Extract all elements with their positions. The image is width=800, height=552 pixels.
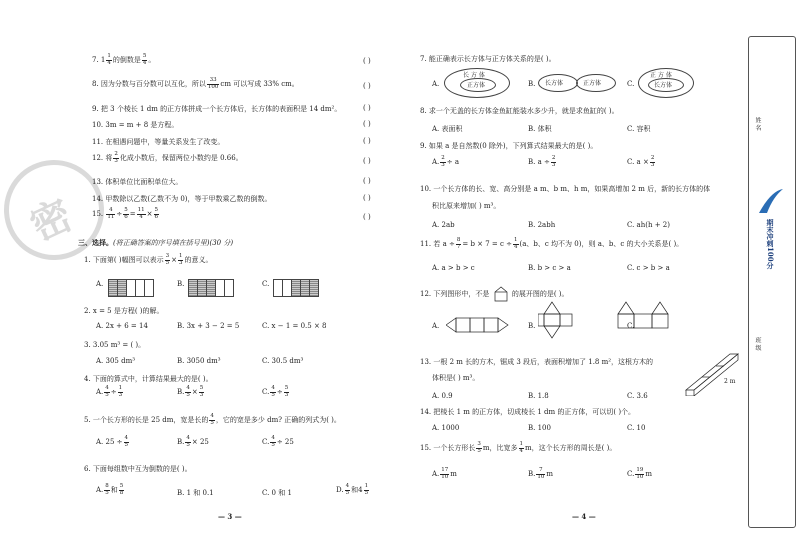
- q10-option-c[interactable]: C. ah(h + 2): [627, 221, 670, 229]
- page-number: — 4 —: [572, 512, 596, 521]
- judge-item-10: 10. 3m = m + 8 是方程。: [92, 121, 179, 129]
- q3-option-c[interactable]: C. 30.5 dm³: [262, 357, 304, 365]
- question-2: 2. x = 5 是方程( )的解。: [84, 307, 164, 315]
- q9-option-a[interactable]: A. $\frac{2}{3}$ ÷ a: [432, 155, 460, 168]
- q1-figure-a[interactable]: [108, 279, 154, 297]
- q15-option-a[interactable]: A. $\frac{17}{10}$ m: [432, 467, 457, 480]
- answer-paren[interactable]: ( ): [363, 137, 371, 145]
- question-14: 14. 把棱长 1 m 的正方体，切成棱长 1 dm 的正方体，可以切( )个。: [420, 408, 636, 416]
- q14-option-c[interactable]: C. 10: [627, 424, 646, 432]
- q2-option-a[interactable]: A. 2x + 6 = 14: [96, 322, 148, 330]
- q12-option-b-label[interactable]: B.: [528, 322, 536, 330]
- q8-option-b[interactable]: B. 体积: [528, 125, 552, 133]
- answer-paren[interactable]: ( ): [363, 177, 371, 185]
- q7-diagram-a-outer-label: 长 方 体: [463, 72, 485, 79]
- q8-option-a[interactable]: A. 表面积: [432, 125, 463, 133]
- q1-option-b-label[interactable]: B.: [177, 280, 185, 288]
- q1-option-a-label[interactable]: A.: [96, 280, 104, 288]
- question-5: 5. 一个长方形的长是 25 dm，宽是长的 $\frac{4}{5}$ ，它的宽是多少 dm? 正确的列式为( )。: [84, 413, 341, 426]
- q12-option-a-label[interactable]: A.: [432, 322, 440, 330]
- q3-option-b[interactable]: B. 3050 dm³: [177, 357, 221, 365]
- name-field-label: 姓 名: [754, 117, 761, 131]
- answer-paren[interactable]: ( ): [363, 213, 371, 221]
- q12-option-c-label[interactable]: C.: [627, 322, 635, 330]
- q9-option-c[interactable]: C. a × $\frac{2}{3}$: [627, 155, 655, 168]
- q13-beam-length-label: 2 m: [724, 378, 736, 385]
- q7-diagram-c-inner-label: 长方体: [654, 82, 673, 89]
- question-9: 9. 如果 a 是自然数(0 除外)，下列算式结果最大的是( )。: [420, 142, 598, 150]
- q4-option-c[interactable]: C. $\frac{4}{5}$ ÷ $\frac{5}{3}$: [262, 385, 289, 398]
- q13-beam-figure: [684, 350, 746, 396]
- q15-option-b[interactable]: B. $\frac{7}{10}$ m: [528, 467, 554, 480]
- question-13-line2: 体积是( ) m³。: [432, 374, 480, 382]
- brand-swoosh-icon: [757, 187, 785, 217]
- question-3: 3. 3.05 m³ = ( )。: [84, 341, 146, 349]
- q13-option-b[interactable]: B. 1.8: [528, 392, 549, 400]
- class-field-label: 班 级: [754, 337, 761, 351]
- binding-sidebar: [748, 36, 796, 528]
- answer-paren[interactable]: ( ): [363, 82, 371, 90]
- q11-option-c[interactable]: C. c > b > a: [627, 264, 670, 272]
- q5-option-b[interactable]: B. $\frac{4}{5}$ × 25: [177, 435, 209, 448]
- seal-stamp: 密: [0, 144, 120, 277]
- question-10: 10. 一个长方体的长、宽、高分别是 a m、b m、h m，如果高增加 2 m 后，新的长方体的体: [420, 185, 711, 193]
- question-11: 11. 若 a ÷ $\frac{8}{7}$ = b × 7 = c ÷ $\frac{1}{4}$ (a、b、c 均不为 0)，则 a、b、c 的大小关系是( )。: [420, 237, 684, 250]
- answer-paren[interactable]: ( ): [363, 194, 371, 202]
- q4-option-b[interactable]: B. $\frac{4}{5}$ × $\frac{5}{3}$: [177, 385, 204, 398]
- brand-logo: 期末冲刺100分: [757, 187, 785, 267]
- q8-option-c[interactable]: C. 容积: [627, 125, 651, 133]
- q6-option-a[interactable]: A. $\frac{8}{5}$ 和 $\frac{5}{8}$: [96, 483, 124, 496]
- q7-diagram-c-outer-label: 正 方 体: [650, 72, 672, 79]
- q5-option-c[interactable]: C. $\frac{4}{5}$ ÷ 25: [262, 435, 294, 448]
- q12-net-c[interactable]: [616, 300, 678, 346]
- question-15: 15. 一个长方形长 $\frac{3}{5}$ m，比宽多 $\frac{1}{4}$ m，这个长方形的周长是( )。: [420, 441, 617, 454]
- q5-option-a[interactable]: A. 25 ÷ $\frac{4}{5}$: [96, 435, 129, 448]
- q3-option-a[interactable]: A. 305 dm³: [96, 357, 136, 365]
- judge-item-14: 14. 甲数除以乙数(乙数不为 0)，等于甲数乘乙数的倒数。: [92, 195, 272, 203]
- q7-option-b-label[interactable]: B.: [528, 80, 536, 88]
- q15-option-c[interactable]: C. $\frac{19}{10}$ m: [627, 467, 652, 480]
- prism-icon: [492, 286, 510, 302]
- q11-option-b[interactable]: B. b > c > a: [528, 264, 571, 272]
- q12-net-b[interactable]: [538, 300, 578, 346]
- q12-net-a[interactable]: [446, 308, 512, 342]
- q6-option-d[interactable]: D. $\frac{4}{5}$ 和4 $\frac{1}{5}$: [336, 483, 369, 496]
- answer-paren[interactable]: ( ): [363, 120, 371, 128]
- q1-figure-b[interactable]: [188, 279, 234, 297]
- judge-item-12: 12. 将 $\frac{2}{3}$ 化成小数后，保留两位小数约是 0.66。: [92, 151, 243, 164]
- q1-option-c-label[interactable]: C.: [262, 280, 270, 288]
- section-heading: 三、选择。(将正确答案的序号填在括号里)(30 分): [78, 238, 234, 247]
- q7-option-a-label[interactable]: A.: [432, 80, 440, 88]
- question-6: 6. 下面每组数中互为倒数的是( )。: [84, 465, 192, 473]
- question-12: 12. 下列图形中，不是 的展开图的是( )。: [420, 286, 569, 302]
- q2-option-b[interactable]: B. 3x + 3 − 2 = 5: [177, 322, 240, 330]
- judge-item-8: 8. 因为分数与百分数可以互化，所以 $\frac{33}{100}$ cm 可以写成 33% cm。: [92, 77, 299, 90]
- question-4: 4. 下面的算式中，计算结果最大的是( )。: [84, 375, 213, 383]
- q7-diagram-b-right-label: 正方体: [583, 80, 602, 87]
- q1-figure-c[interactable]: [273, 279, 319, 297]
- q14-option-a[interactable]: A. 1000: [432, 424, 460, 432]
- q13-option-a[interactable]: A. 0.9: [432, 392, 453, 400]
- q6-option-b[interactable]: B. 1 和 0.1: [177, 489, 214, 497]
- q6-option-c[interactable]: C. 0 和 1: [262, 489, 292, 497]
- q10-option-a[interactable]: A. 2ab: [432, 221, 455, 229]
- q11-option-a[interactable]: A. a > b > c: [432, 264, 475, 272]
- q14-option-b[interactable]: B. 100: [528, 424, 551, 432]
- q7-diagram-a-inner-label: 正方体: [467, 82, 486, 89]
- judge-item-11: 11. 在相遇问题中，等量关系发生了改变。: [92, 138, 225, 146]
- q7-diagram-b-left-label: 长方体: [545, 80, 564, 87]
- page-number: — 3 —: [218, 512, 242, 521]
- answer-paren[interactable]: ( ): [363, 57, 371, 65]
- judge-item-13: 13. 体积单位比面积单位大。: [92, 178, 183, 186]
- judge-item-9: 9. 把 3 个棱长 1 dm 的正方体拼成一个长方体后，长方体的表面积是 14 dm²。: [92, 105, 342, 113]
- question-1: 1. 下面第( )幅图可以表示 $\frac{3}{5}$ × $\frac{1}{3}$ 的意义。: [84, 253, 213, 266]
- answer-paren[interactable]: ( ): [363, 104, 371, 112]
- q9-option-b[interactable]: B. a ÷ $\frac{2}{3}$: [528, 155, 556, 168]
- q13-option-c[interactable]: C. 3.6: [627, 392, 648, 400]
- judge-item-7: 7. 1 $\frac{1}{4}$ 的倒数是 $\frac{5}{4}$ 。: [92, 53, 156, 66]
- judge-item-15: 15. $\frac{4}{11}$ ÷ $\frac{5}{6}$ = $\frac{11}{4}$ × $\frac{5}{6}$: [92, 207, 158, 220]
- q2-option-c[interactable]: C. x − 1 = 0.5 × 8: [262, 322, 327, 330]
- answer-paren[interactable]: ( ): [363, 157, 371, 165]
- q7-option-c-label[interactable]: C.: [627, 80, 635, 88]
- question-7: 7. 能正确表示长方体与正方体关系的是( )。: [420, 55, 556, 63]
- question-10-line2: 积比原来增加( ) m³。: [432, 202, 501, 210]
- question-8: 8. 求一个无盖的长方体金鱼缸能装水多少升，就是求鱼缸的( )。: [420, 107, 619, 115]
- q4-option-a[interactable]: A. $\frac{4}{5}$ ÷ $\frac{1}{3}$: [96, 385, 123, 398]
- q10-option-b[interactable]: B. 2abh: [528, 221, 556, 229]
- question-13: 13. 一根 2 m 长的方木，锯成 3 段后，表面积增加了 1.8 m²，这根方木的: [420, 358, 654, 366]
